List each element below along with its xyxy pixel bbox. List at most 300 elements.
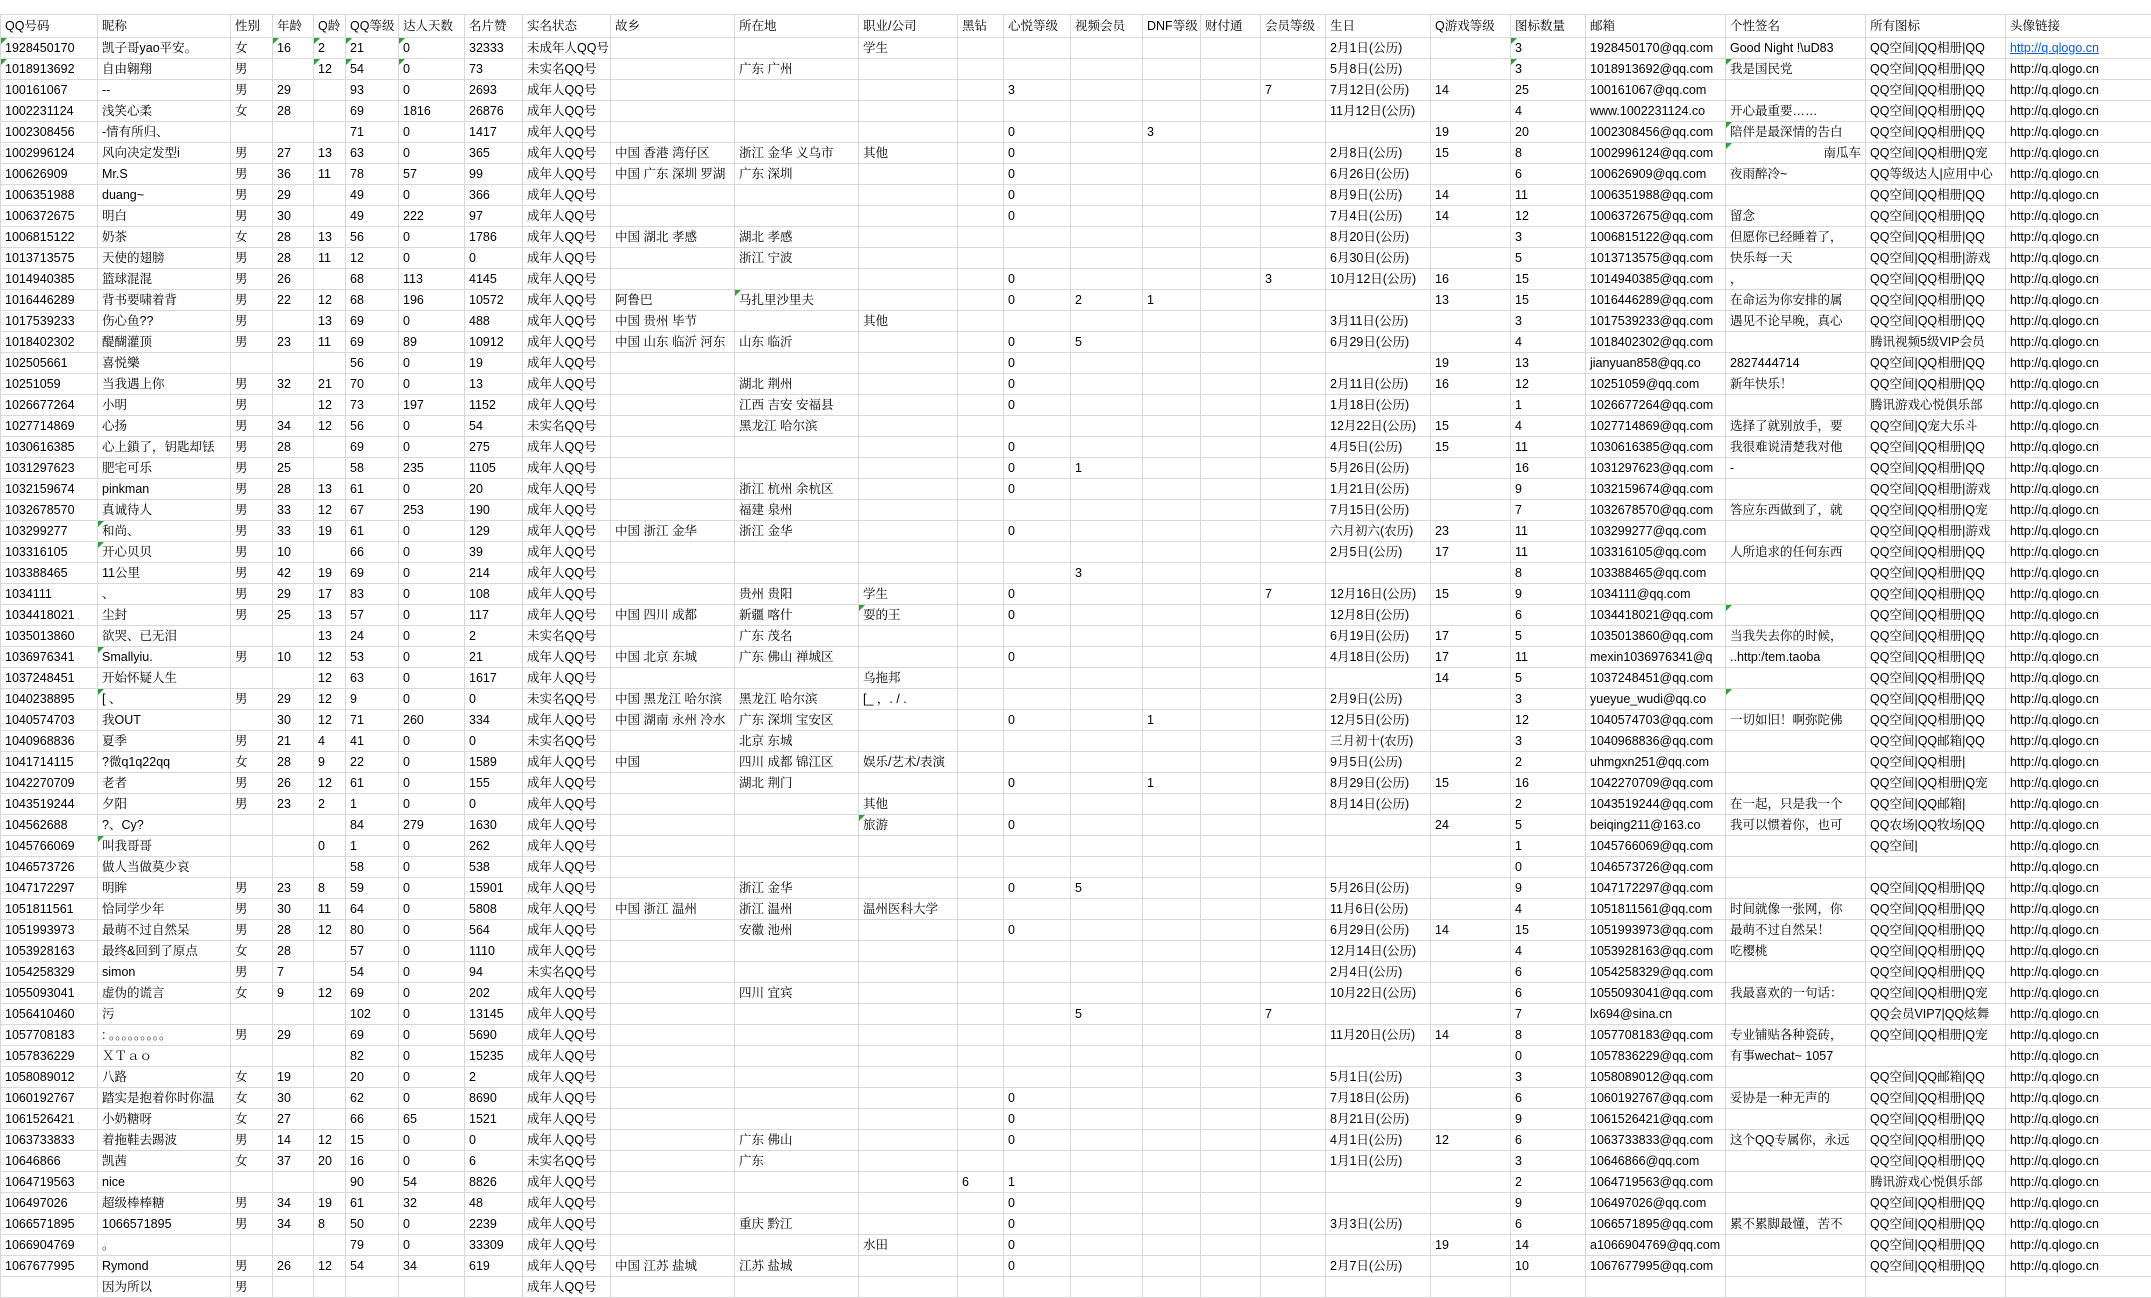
- cell-mail[interactable]: 1066571895@qq.com: [1586, 1214, 1726, 1235]
- cell-icons[interactable]: QQ空间|QQ相册|QQ: [1866, 59, 2006, 80]
- cell-iconsn[interactable]: 14: [1511, 1235, 1586, 1256]
- cell-heizuan[interactable]: [958, 668, 1004, 689]
- cell-qlevel[interactable]: 16: [346, 1151, 399, 1172]
- cell-icons[interactable]: QQ空间|QQ相册|QQ: [1866, 353, 2006, 374]
- cell-job[interactable]: [859, 1151, 958, 1172]
- cell-daren[interactable]: 0: [399, 38, 465, 59]
- cell-iconsn[interactable]: 2: [1511, 1172, 1586, 1193]
- cell-video[interactable]: [1071, 437, 1143, 458]
- cell-sig[interactable]: 答应东西做到了，就: [1726, 500, 1866, 521]
- cell-iconsn[interactable]: 3: [1511, 311, 1586, 332]
- cell-zan[interactable]: 1105: [465, 458, 523, 479]
- cell-sex[interactable]: 男: [231, 1130, 273, 1151]
- cell-home[interactable]: 中国 黑龙江 哈尔滨: [611, 689, 735, 710]
- cell-home[interactable]: [611, 1025, 735, 1046]
- cell-cft[interactable]: [1201, 1130, 1261, 1151]
- cell-video[interactable]: [1071, 794, 1143, 815]
- cell-nick[interactable]: 心扬: [98, 416, 231, 437]
- cell-avatar[interactable]: http://q.qlogo.cn: [2006, 269, 2151, 290]
- cell-vip[interactable]: [1261, 479, 1326, 500]
- cell-loc[interactable]: 重庆 黔江: [735, 1214, 859, 1235]
- cell-vip[interactable]: [1261, 1067, 1326, 1088]
- cell-zan[interactable]: 2: [465, 626, 523, 647]
- cell-xinyue[interactable]: [1004, 836, 1071, 857]
- cell-job[interactable]: 其他: [859, 143, 958, 164]
- cell-loc[interactable]: 江苏 盐城: [735, 1256, 859, 1277]
- cell-qq[interactable]: 1035013860: [1, 626, 98, 647]
- cell-bday[interactable]: [1326, 815, 1431, 836]
- cell-nick[interactable]: 背书要啸着背: [98, 290, 231, 311]
- cell-sex[interactable]: 女: [231, 101, 273, 122]
- cell-daren[interactable]: 0: [399, 227, 465, 248]
- cell-video[interactable]: [1071, 626, 1143, 647]
- cell-sex[interactable]: 男: [231, 962, 273, 983]
- cell-age[interactable]: 23: [273, 878, 314, 899]
- cell-xinyue[interactable]: [1004, 668, 1071, 689]
- cell-qq[interactable]: 103316105: [1, 542, 98, 563]
- cell-dnf[interactable]: [1143, 605, 1201, 626]
- cell-icons[interactable]: QQ空间|QQ相册|QQ: [1866, 626, 2006, 647]
- cell-age[interactable]: 28: [273, 941, 314, 962]
- cell-qage[interactable]: 17: [314, 584, 346, 605]
- cell-daren[interactable]: 0: [399, 1130, 465, 1151]
- cell-video[interactable]: [1071, 101, 1143, 122]
- cell-icons[interactable]: QQ空间|QQ邮箱|QQ: [1866, 731, 2006, 752]
- cell-xinyue[interactable]: 0: [1004, 206, 1071, 227]
- cell-dnf[interactable]: [1143, 1088, 1201, 1109]
- cell-age[interactable]: 26: [273, 773, 314, 794]
- cell-vip[interactable]: [1261, 1214, 1326, 1235]
- cell-avatar[interactable]: http://q.qlogo.cn: [2006, 1151, 2151, 1172]
- cell-heizuan[interactable]: [958, 983, 1004, 1004]
- cell-home[interactable]: [611, 437, 735, 458]
- cell-sig[interactable]: [1726, 731, 1866, 752]
- cell-vip[interactable]: [1261, 878, 1326, 899]
- cell-qage[interactable]: 12: [314, 647, 346, 668]
- cell-heizuan[interactable]: [958, 1067, 1004, 1088]
- cell-vip[interactable]: [1261, 290, 1326, 311]
- cell-vip[interactable]: [1261, 185, 1326, 206]
- cell-zan[interactable]: 619: [465, 1256, 523, 1277]
- cell-sig[interactable]: [1726, 332, 1866, 353]
- cell-sig[interactable]: [1726, 752, 1866, 773]
- cell-avatar[interactable]: http://q.qlogo.cn: [2006, 1172, 2151, 1193]
- cell-real[interactable]: 成年人QQ号: [523, 773, 611, 794]
- cell-dnf[interactable]: [1143, 1109, 1201, 1130]
- cell-qlevel[interactable]: 80: [346, 920, 399, 941]
- cell-qgame[interactable]: [1431, 836, 1511, 857]
- cell-avatar[interactable]: http://q.qlogo.cn: [2006, 899, 2151, 920]
- cell-zan[interactable]: 48: [465, 1193, 523, 1214]
- cell-age[interactable]: 26: [273, 1256, 314, 1277]
- cell-cft[interactable]: [1201, 1004, 1261, 1025]
- cell-iconsn[interactable]: 6: [1511, 1088, 1586, 1109]
- cell-age[interactable]: 21: [273, 731, 314, 752]
- cell-job[interactable]: [859, 920, 958, 941]
- cell-sig[interactable]: [1726, 857, 1866, 878]
- cell-job[interactable]: [859, 437, 958, 458]
- cell-qq[interactable]: 1030616385: [1, 437, 98, 458]
- cell-loc[interactable]: [735, 311, 859, 332]
- cell-qlevel[interactable]: 61: [346, 479, 399, 500]
- cell-qage[interactable]: [314, 353, 346, 374]
- cell-heizuan[interactable]: [958, 563, 1004, 584]
- cell-zan[interactable]: 0: [465, 794, 523, 815]
- cell-cft[interactable]: [1201, 101, 1261, 122]
- cell-sex[interactable]: 女: [231, 227, 273, 248]
- cell-vip[interactable]: [1261, 206, 1326, 227]
- cell-nick[interactable]: --: [98, 80, 231, 101]
- cell-qlevel[interactable]: 21: [346, 38, 399, 59]
- cell-home[interactable]: 中国 湖北 孝感: [611, 227, 735, 248]
- cell-mail[interactable]: 1027714869@qq.com: [1586, 416, 1726, 437]
- cell-qlevel[interactable]: 58: [346, 857, 399, 878]
- cell-sex[interactable]: 男: [231, 1214, 273, 1235]
- cell-vip[interactable]: [1261, 164, 1326, 185]
- cell-zan[interactable]: 564: [465, 920, 523, 941]
- cell-qlevel[interactable]: 57: [346, 605, 399, 626]
- cell-qgame[interactable]: [1431, 1256, 1511, 1277]
- cell-icons[interactable]: QQ空间|QQ相册|QQ: [1866, 458, 2006, 479]
- cell-cft[interactable]: [1201, 1025, 1261, 1046]
- cell-age[interactable]: [273, 311, 314, 332]
- cell-vip[interactable]: [1261, 311, 1326, 332]
- cell-cft[interactable]: [1201, 458, 1261, 479]
- cell-zan[interactable]: 8690: [465, 1088, 523, 1109]
- cell-real[interactable]: 成年人QQ号: [523, 584, 611, 605]
- cell-job[interactable]: [859, 1256, 958, 1277]
- cell-xinyue[interactable]: [1004, 500, 1071, 521]
- cell-qq[interactable]: 1056410460: [1, 1004, 98, 1025]
- cell-xinyue[interactable]: [1004, 962, 1071, 983]
- cell-xinyue[interactable]: 0: [1004, 374, 1071, 395]
- cell-xinyue[interactable]: [1004, 563, 1071, 584]
- cell-loc[interactable]: 浙江 金华: [735, 878, 859, 899]
- cell-loc[interactable]: 浙江 金华: [735, 521, 859, 542]
- cell-mail[interactable]: 1043519244@qq.com: [1586, 794, 1726, 815]
- cell-heizuan[interactable]: [958, 605, 1004, 626]
- cell-cft[interactable]: [1201, 815, 1261, 836]
- cell-sex[interactable]: [231, 710, 273, 731]
- cell-sex[interactable]: 男: [231, 794, 273, 815]
- cell-bday[interactable]: 六月初六(农历): [1326, 521, 1431, 542]
- cell-qlevel[interactable]: 70: [346, 374, 399, 395]
- cell-avatar[interactable]: http://q.qlogo.cn: [2006, 563, 2151, 584]
- cell-loc[interactable]: 福建 泉州: [735, 500, 859, 521]
- cell-sig[interactable]: [1726, 878, 1866, 899]
- cell-zan[interactable]: 190: [465, 500, 523, 521]
- cell-avatar[interactable]: http://q.qlogo.cn: [2006, 101, 2151, 122]
- cell-home[interactable]: [611, 626, 735, 647]
- cell-mail[interactable]: 1067677995@qq.com: [1586, 1256, 1726, 1277]
- cell-bday[interactable]: 12月22日(公历): [1326, 416, 1431, 437]
- cell-sig[interactable]: 这个QQ专属你，永远: [1726, 1130, 1866, 1151]
- cell-zan[interactable]: 6: [465, 1151, 523, 1172]
- cell-real[interactable]: 成年人QQ号: [523, 1193, 611, 1214]
- cell-mail[interactable]: 1060192767@qq.com: [1586, 1088, 1726, 1109]
- cell-daren[interactable]: 0: [399, 689, 465, 710]
- cell-age[interactable]: 30: [273, 206, 314, 227]
- cell-mail[interactable]: 1026677264@qq.com: [1586, 395, 1726, 416]
- cell-bday[interactable]: 6月29日(公历): [1326, 920, 1431, 941]
- cell-video[interactable]: [1071, 353, 1143, 374]
- cell-loc[interactable]: 湖北 荆州: [735, 374, 859, 395]
- cell-job[interactable]: [859, 1277, 958, 1298]
- cell-dnf[interactable]: [1143, 353, 1201, 374]
- cell-zan[interactable]: 10912: [465, 332, 523, 353]
- cell-icons[interactable]: QQ等级达人|应用中心: [1866, 164, 2006, 185]
- cell-sex[interactable]: 男: [231, 563, 273, 584]
- cell-daren[interactable]: 197: [399, 395, 465, 416]
- cell-sex[interactable]: 男: [231, 1277, 273, 1298]
- cell-job[interactable]: [859, 416, 958, 437]
- cell-loc[interactable]: 江西 吉安 安福县: [735, 395, 859, 416]
- cell-daren[interactable]: 0: [399, 920, 465, 941]
- cell-qq[interactable]: 103299277: [1, 521, 98, 542]
- cell-qage[interactable]: 11: [314, 899, 346, 920]
- cell-loc[interactable]: [735, 941, 859, 962]
- cell-bday[interactable]: [1326, 1004, 1431, 1025]
- cell-qq[interactable]: 1053928163: [1, 941, 98, 962]
- cell-avatar[interactable]: http://q.qlogo.cn: [2006, 395, 2151, 416]
- cell-vip[interactable]: [1261, 794, 1326, 815]
- cell-dnf[interactable]: [1143, 626, 1201, 647]
- cell-qgame[interactable]: 12: [1431, 1130, 1511, 1151]
- cell-home[interactable]: 中国 山东 临沂 河东: [611, 332, 735, 353]
- cell-job[interactable]: [859, 458, 958, 479]
- cell-sig[interactable]: 2827444714: [1726, 353, 1866, 374]
- cell-heizuan[interactable]: [958, 59, 1004, 80]
- cell-heizuan[interactable]: [958, 416, 1004, 437]
- cell-nick[interactable]: 天使的翅膀: [98, 248, 231, 269]
- cell-avatar[interactable]: http://q.qlogo.cn: [2006, 353, 2151, 374]
- cell-heizuan[interactable]: [958, 185, 1004, 206]
- cell-sig[interactable]: [1726, 1256, 1866, 1277]
- cell-sig[interactable]: 在命运为你安排的属: [1726, 290, 1866, 311]
- cell-daren[interactable]: 0: [399, 962, 465, 983]
- cell-xinyue[interactable]: 0: [1004, 437, 1071, 458]
- cell-dnf[interactable]: [1143, 1256, 1201, 1277]
- cell-dnf[interactable]: [1143, 836, 1201, 857]
- cell-nick[interactable]: Smallyiu.: [98, 647, 231, 668]
- cell-loc[interactable]: [735, 80, 859, 101]
- cell-cft[interactable]: [1201, 500, 1261, 521]
- cell-qgame[interactable]: [1431, 38, 1511, 59]
- cell-avatar[interactable]: http://q.qlogo.cn: [2006, 794, 2151, 815]
- cell-bday[interactable]: 1月21日(公历): [1326, 479, 1431, 500]
- cell-zan[interactable]: 15235: [465, 1046, 523, 1067]
- column-header-avatar[interactable]: 头像链接: [2006, 15, 2151, 38]
- cell-iconsn[interactable]: 2: [1511, 752, 1586, 773]
- cell-home[interactable]: 中国 浙江 温州: [611, 899, 735, 920]
- cell-daren[interactable]: 0: [399, 1025, 465, 1046]
- cell-dnf[interactable]: 1: [1143, 290, 1201, 311]
- cell-age[interactable]: 16: [273, 38, 314, 59]
- cell-qq[interactable]: 1002996124: [1, 143, 98, 164]
- cell-daren[interactable]: 0: [399, 899, 465, 920]
- cell-mail[interactable]: 1928450170@qq.com: [1586, 38, 1726, 59]
- cell-age[interactable]: 30: [273, 1088, 314, 1109]
- cell-mail[interactable]: 103388465@qq.com: [1586, 563, 1726, 584]
- cell-dnf[interactable]: [1143, 563, 1201, 584]
- cell-qq[interactable]: 103388465: [1, 563, 98, 584]
- cell-sig[interactable]: [1726, 1193, 1866, 1214]
- cell-cft[interactable]: [1201, 1046, 1261, 1067]
- cell-qq[interactable]: 1013713575: [1, 248, 98, 269]
- cell-heizuan[interactable]: [958, 122, 1004, 143]
- cell-video[interactable]: [1071, 1235, 1143, 1256]
- cell-heizuan[interactable]: [958, 1004, 1004, 1025]
- cell-home[interactable]: [611, 941, 735, 962]
- cell-qlevel[interactable]: 24: [346, 626, 399, 647]
- cell-qgame[interactable]: 16: [1431, 269, 1511, 290]
- cell-cft[interactable]: [1201, 521, 1261, 542]
- cell-mail[interactable]: jianyuan858@qq.co: [1586, 353, 1726, 374]
- cell-qq[interactable]: 10251059: [1, 374, 98, 395]
- cell-icons[interactable]: QQ空间|QQ相册|QQ: [1866, 206, 2006, 227]
- cell-vip[interactable]: [1261, 563, 1326, 584]
- cell-video[interactable]: [1071, 584, 1143, 605]
- cell-home[interactable]: 阿鲁巴: [611, 290, 735, 311]
- cell-video[interactable]: [1071, 374, 1143, 395]
- cell-real[interactable]: 成年人QQ号: [523, 185, 611, 206]
- cell-qgame[interactable]: 16: [1431, 374, 1511, 395]
- cell-sex[interactable]: 男: [231, 542, 273, 563]
- cell-real[interactable]: 成年人QQ号: [523, 1130, 611, 1151]
- cell-xinyue[interactable]: [1004, 626, 1071, 647]
- cell-icons[interactable]: [1866, 857, 2006, 878]
- cell-heizuan[interactable]: [958, 143, 1004, 164]
- cell-qlevel[interactable]: 41: [346, 731, 399, 752]
- cell-home[interactable]: [611, 122, 735, 143]
- cell-zan[interactable]: 365: [465, 143, 523, 164]
- cell-xinyue[interactable]: [1004, 1025, 1071, 1046]
- cell-daren[interactable]: 0: [399, 983, 465, 1004]
- cell-heizuan[interactable]: [958, 731, 1004, 752]
- cell-home[interactable]: [611, 1277, 735, 1298]
- cell-qgame[interactable]: [1431, 1004, 1511, 1025]
- cell-job[interactable]: [859, 248, 958, 269]
- cell-daren[interactable]: 0: [399, 773, 465, 794]
- cell-qgame[interactable]: [1431, 752, 1511, 773]
- cell-video[interactable]: [1071, 773, 1143, 794]
- cell-nick[interactable]: 最终&回到了原点: [98, 941, 231, 962]
- cell-video[interactable]: [1071, 122, 1143, 143]
- cell-job[interactable]: [859, 164, 958, 185]
- cell-zan[interactable]: 5808: [465, 899, 523, 920]
- cell-loc[interactable]: [735, 206, 859, 227]
- cell-nick[interactable]: 真诚待人: [98, 500, 231, 521]
- cell-zan[interactable]: 2693: [465, 80, 523, 101]
- cell-home[interactable]: [611, 878, 735, 899]
- cell-cft[interactable]: [1201, 269, 1261, 290]
- cell-video[interactable]: [1071, 920, 1143, 941]
- cell-loc[interactable]: [735, 122, 859, 143]
- cell-nick[interactable]: 虚伪的谎言: [98, 983, 231, 1004]
- cell-xinyue[interactable]: 0: [1004, 290, 1071, 311]
- cell-daren[interactable]: 0: [399, 752, 465, 773]
- cell-video[interactable]: 5: [1071, 332, 1143, 353]
- cell-sex[interactable]: 男: [231, 290, 273, 311]
- column-header-qq[interactable]: QQ号码: [1, 15, 98, 38]
- cell-cft[interactable]: [1201, 668, 1261, 689]
- cell-sig[interactable]: [1726, 479, 1866, 500]
- cell-cft[interactable]: [1201, 710, 1261, 731]
- cell-icons[interactable]: QQ空间|QQ相册|QQ: [1866, 668, 2006, 689]
- cell-vip[interactable]: 3: [1261, 269, 1326, 290]
- cell-icons[interactable]: QQ空间|QQ相册|QQ: [1866, 38, 2006, 59]
- cell-qage[interactable]: 12: [314, 773, 346, 794]
- cell-loc[interactable]: 马扎里沙里夫: [735, 290, 859, 311]
- cell-age[interactable]: [273, 836, 314, 857]
- cell-real[interactable]: 成年人QQ号: [523, 878, 611, 899]
- cell-loc[interactable]: 广东 深圳: [735, 164, 859, 185]
- cell-nick[interactable]: 夏季: [98, 731, 231, 752]
- cell-dnf[interactable]: [1143, 458, 1201, 479]
- cell-cft[interactable]: [1201, 1109, 1261, 1130]
- cell-qq[interactable]: 1057708183: [1, 1025, 98, 1046]
- cell-home[interactable]: [611, 794, 735, 815]
- cell-zan[interactable]: 108: [465, 584, 523, 605]
- cell-video[interactable]: [1071, 38, 1143, 59]
- column-header-icons[interactable]: 所有图标: [1866, 15, 2006, 38]
- cell-qq[interactable]: 1006815122: [1, 227, 98, 248]
- cell-age[interactable]: 33: [273, 500, 314, 521]
- cell-avatar[interactable]: [2006, 38, 2151, 59]
- cell-vip[interactable]: 7: [1261, 584, 1326, 605]
- cell-sex[interactable]: [231, 1172, 273, 1193]
- cell-bday[interactable]: [1326, 668, 1431, 689]
- cell-vip[interactable]: [1261, 500, 1326, 521]
- cell-sex[interactable]: 男: [231, 1025, 273, 1046]
- cell-vip[interactable]: [1261, 773, 1326, 794]
- cell-sig[interactable]: [1726, 1277, 1866, 1298]
- cell-video[interactable]: [1071, 1277, 1143, 1298]
- cell-age[interactable]: [273, 395, 314, 416]
- cell-video[interactable]: 3: [1071, 563, 1143, 584]
- cell-video[interactable]: [1071, 1172, 1143, 1193]
- cell-real[interactable]: 成年人QQ号: [523, 668, 611, 689]
- cell-iconsn[interactable]: 2: [1511, 794, 1586, 815]
- cell-nick[interactable]: 肥宅可乐: [98, 458, 231, 479]
- cell-iconsn[interactable]: 5: [1511, 668, 1586, 689]
- cell-qage[interactable]: [314, 1067, 346, 1088]
- cell-mail[interactable]: 100161067@qq.com: [1586, 80, 1726, 101]
- cell-real[interactable]: 成年人QQ号: [523, 311, 611, 332]
- cell-mail[interactable]: 1006372675@qq.com: [1586, 206, 1726, 227]
- cell-vip[interactable]: [1261, 983, 1326, 1004]
- cell-sex[interactable]: 女: [231, 752, 273, 773]
- cell-daren[interactable]: 253: [399, 500, 465, 521]
- cell-age[interactable]: 33: [273, 521, 314, 542]
- cell-video[interactable]: [1071, 983, 1143, 1004]
- cell-bday[interactable]: 4月18日(公历): [1326, 647, 1431, 668]
- cell-iconsn[interactable]: 3: [1511, 227, 1586, 248]
- cell-job[interactable]: [859, 857, 958, 878]
- cell-iconsn[interactable]: 4: [1511, 941, 1586, 962]
- cell-home[interactable]: [611, 38, 735, 59]
- cell-age[interactable]: [273, 668, 314, 689]
- cell-vip[interactable]: [1261, 59, 1326, 80]
- cell-xinyue[interactable]: 0: [1004, 1214, 1071, 1235]
- cell-zan[interactable]: 21: [465, 647, 523, 668]
- cell-bday[interactable]: 2月4日(公历): [1326, 962, 1431, 983]
- cell-sig[interactable]: 陪伴是最深情的告白: [1726, 122, 1866, 143]
- cell-iconsn[interactable]: 9: [1511, 878, 1586, 899]
- cell-heizuan[interactable]: [958, 458, 1004, 479]
- cell-sex[interactable]: 男: [231, 269, 273, 290]
- cell-loc[interactable]: [735, 836, 859, 857]
